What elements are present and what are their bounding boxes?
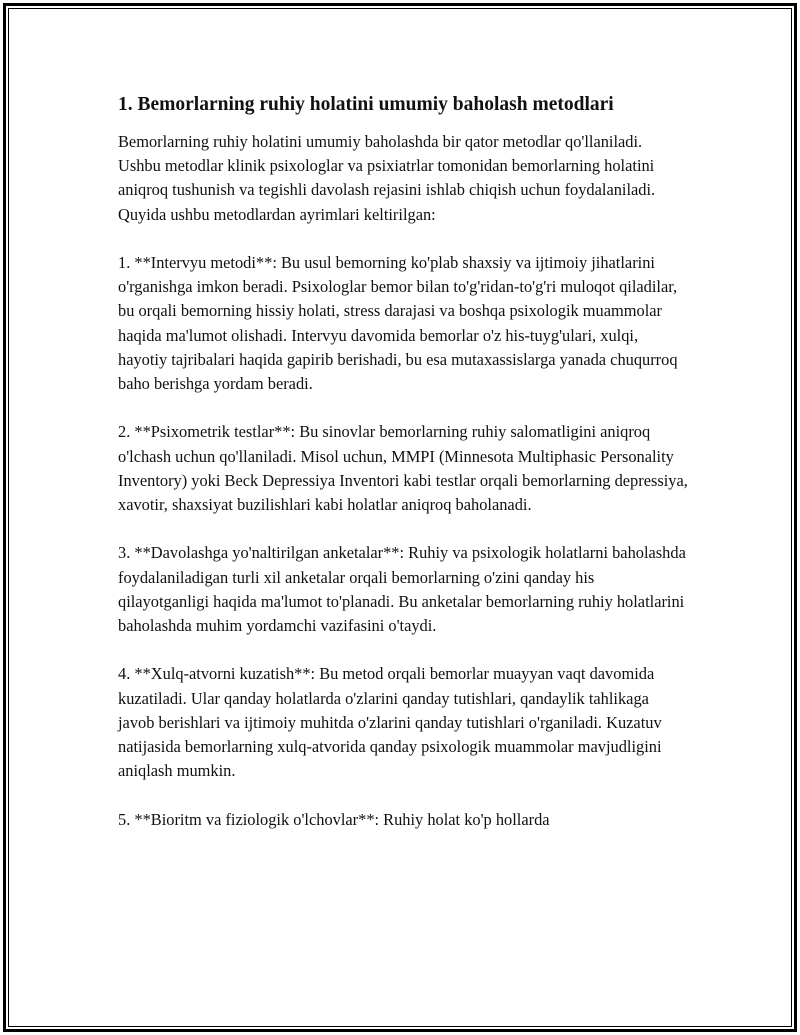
intro-paragraph: Bemorlarning ruhiy holatini umumiy baholashda bir qator metodlar qo'llaniladi. Ushbu metodlar klinik psixologlar va psixiatrlar tomonidan bemorlarning holatini aniqroq tushunish va tegishli davolash rejasini ishlab chiqish uchun foydalaniladi. Quyida ushbu metodlardan ayrimlari keltirilgan: bbox=[118, 132, 656, 224]
paragraph-xulq-atvor-kuzatish: 4. **Xulq-atvorni kuzatish**: Bu metod orqali bemorlar muayyan vaqt davomida kuzatiladi. Ular qanday holatlarda o'zlarini qanday tutishlari, qandaylik tahlikaga javob berishlari va ijtimoiy muhitda o'zlarini qanday tutishlari o'rganiladi. Kuzatuv natijasida bemorlarning xulq-atvorida qanday psixologik muammolar mavjudligini aniqlash mumkin. bbox=[118, 664, 662, 781]
paragraph-bioritm: 5. **Bioritm va fiziologik o'lchovlar**: Ruhiy holat ko'p hollarda bbox=[118, 809, 550, 829]
paragraph-anketalar: 3. **Davolashga yo'naltirilgan anketalar**: Ruhiy va psixologik holatlarni baholashda foydalaniladigan turli xil anketalar orqali bemorlarning o'zini qanday his qilayotganligi haqida ma'lumot to'planadi. Bu anketalar bemorlarning ruhiy holatlarini baholashda muhim yordamchi vazifasini o'taydi. bbox=[118, 543, 686, 636]
paragraph-intervyu-metodi: 1. **Intervyu metodi**: Bu usul bemorning ko'plab shaxsiy va ijtimoiy jihatlarini o'rganishga imkon beradi. Psixologlar bemor bilan to'g'ridan-to'g'ri muloqot qiladilar, bu orqali bemorning hissiy holati, stress darajasi va boshqa psixologik muammolar haqida ma'lumot olishadi. Intervyu davomida bemorlar o'z his-tuyg'ulari, xulqi, hayotiy tajribalari haqida gapirib berishadi, bu esa mutaxassislarga yanada chuqurroq baho berishga yordam beradi. bbox=[118, 253, 678, 394]
paragraph-psixometrik-testlar: 2. **Psixometrik testlar**: Bu sinovlar bemorlarning ruhiy salomatligini aniqroq o'lchash uchun qo'llaniladi. Misol uchun, MMPI (Minnesota Multiphasic Personality Inventory) yoki Beck Depressiya Inventori kabi testlar orqali bemorlarning depressiya, xavotir, shaxsiyat buzilishlari kabi holatlar aniqroq baholanadi. bbox=[118, 422, 688, 515]
document-title: 1. Bemorlarning ruhiy holatini umumiy baholash metodlari bbox=[118, 94, 614, 115]
document-body bbox=[118, 92, 688, 856]
